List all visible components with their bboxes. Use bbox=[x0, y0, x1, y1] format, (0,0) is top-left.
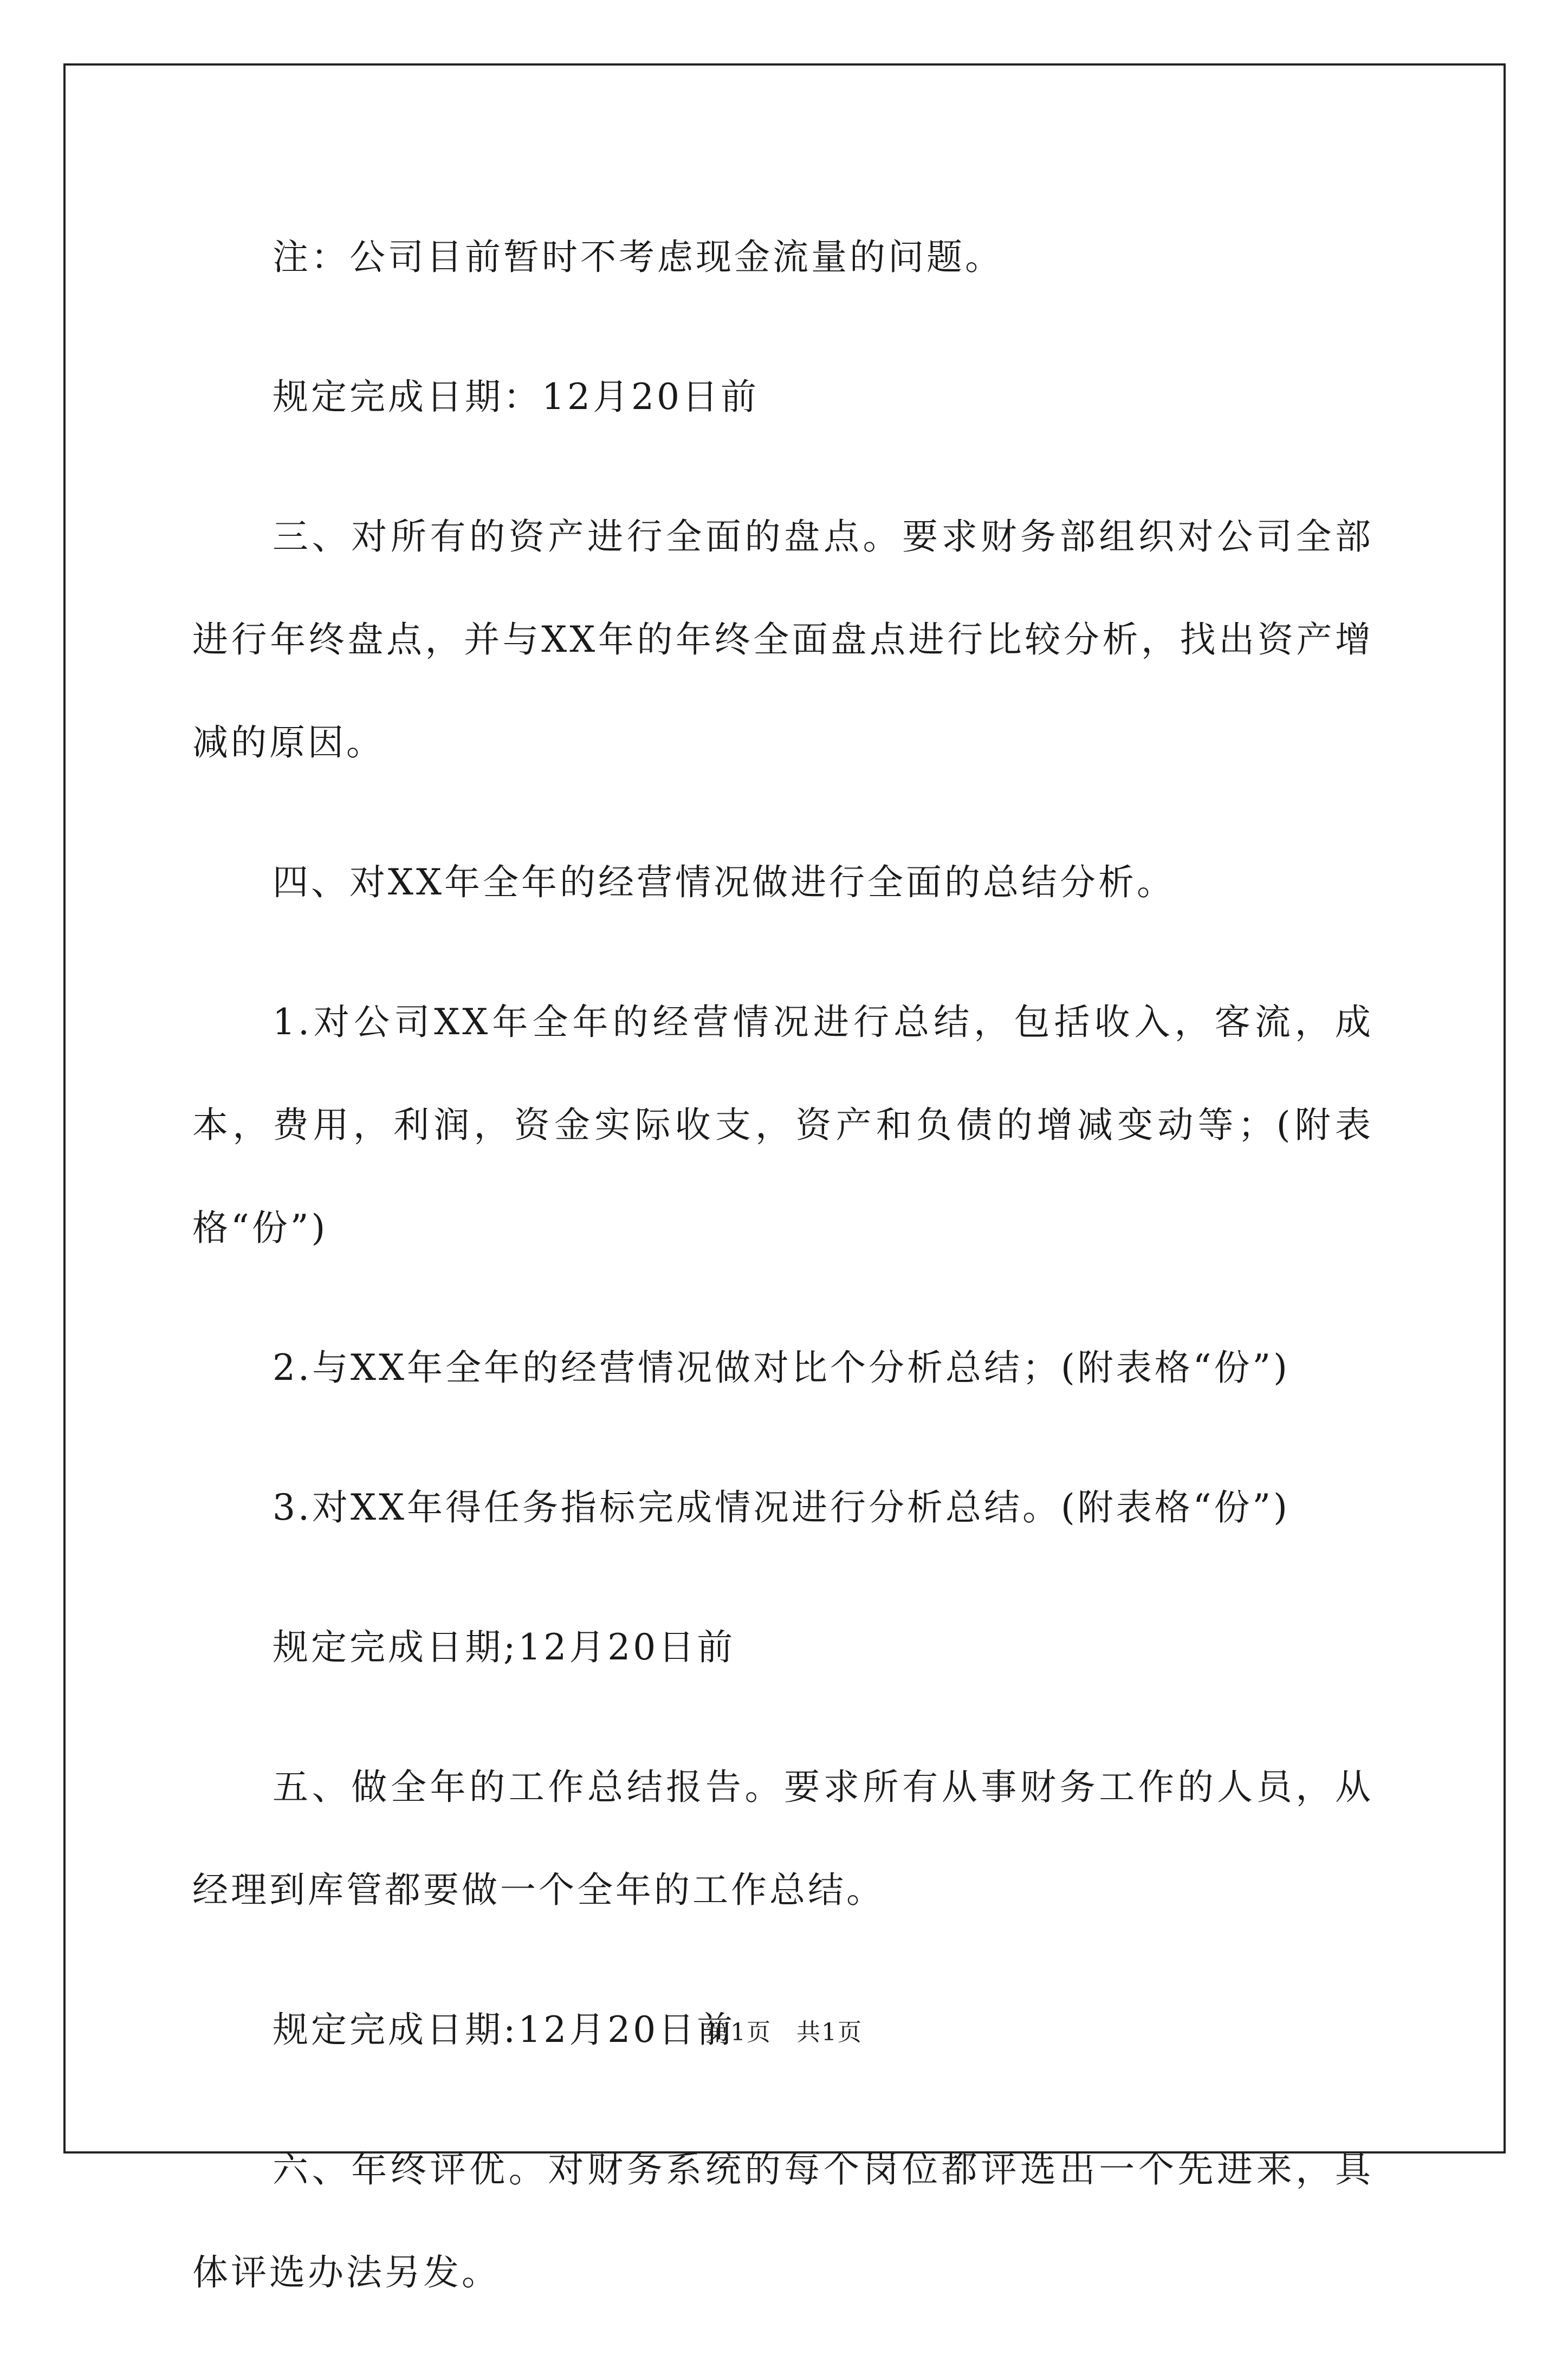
deadline-paragraph: 规定完成日期：12月20日前 bbox=[273, 376, 759, 418]
section-four-heading: 四、对XX年全年的经营情况做进行全面的总结分析。 bbox=[273, 861, 1175, 903]
page-footer: 第1页 共1页 bbox=[705, 2019, 863, 2046]
section-six-paragraph: 六、年终评优。对财务系统的每个岗位都评选出一个先进来，具体评选办法另发。 bbox=[192, 2149, 1373, 2293]
section-three-paragraph: 三、对所有的资产进行全面的盘点。要求财务部组织对公司全部进行年终盘点，并与XX年的年终全面盘点进行比较分析，找出资产增减的原因。 bbox=[192, 516, 1373, 763]
deadline-paragraph: 规定完成日期:12月20日前 bbox=[273, 2009, 736, 2051]
section-five-paragraph: 五、做全年的工作总结报告。要求所有从事财务工作的人员，从经理到库管都要做一个全年的工作总结。 bbox=[192, 1766, 1373, 1911]
item-two-paragraph: 2.与XX年全年的经营情况做对比个分析总结；(附表格“份”) bbox=[273, 1347, 1290, 1389]
item-three-paragraph: 3.对XX年得任务指标完成情况进行分析总结。(附表格“份”) bbox=[273, 1487, 1290, 1528]
deadline-paragraph: 规定完成日期;12月20日前 bbox=[273, 1626, 736, 1668]
item-one-paragraph: 1.对公司XX年全年的经营情况进行总结，包括收入，客流，成本，费用，利润，资金实际收支，资产和负债的增减变动等；(附表格“份”) bbox=[192, 1001, 1373, 1249]
note-paragraph: 注：公司目前暂时不考虑现金流量的问题。 bbox=[273, 236, 1003, 278]
